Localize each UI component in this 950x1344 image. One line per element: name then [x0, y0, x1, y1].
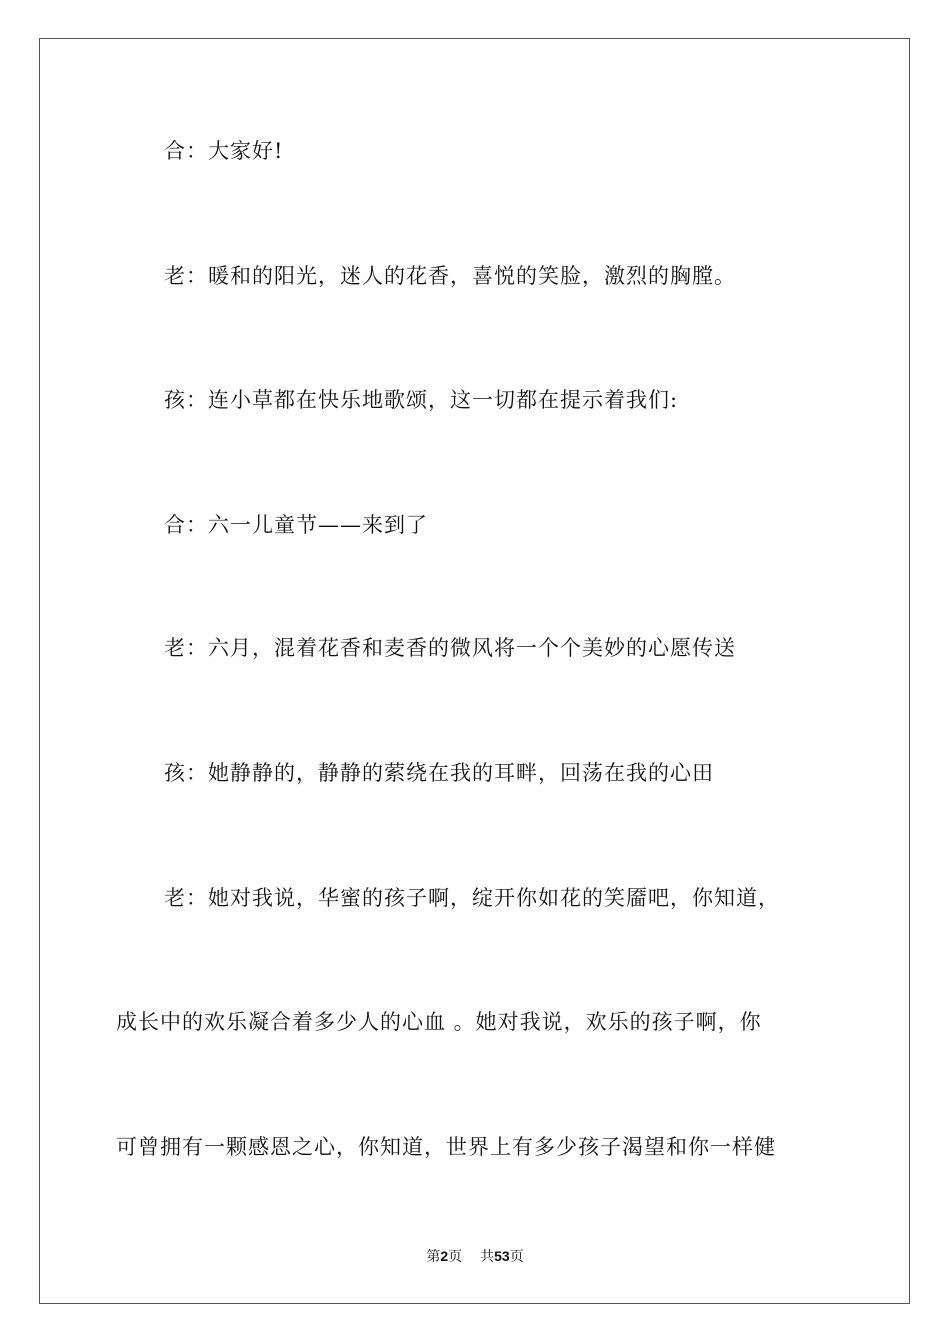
- dialogue-line-7: 老：她对我说，华蜜的孩子啊，绽开你如花的笑靥吧，你知道，: [164, 886, 780, 910]
- dialogue-line-5: 老：六月，混着花香和麦香的微风将一个个美妙的心愿传送: [164, 636, 736, 660]
- total-pages-number: 53: [494, 1248, 510, 1264]
- page-prefix: 第: [426, 1249, 441, 1265]
- page-suffix: 页: [448, 1249, 463, 1265]
- dialogue-line-3: 孩：连小草都在快乐地歌颂，这一切都在提示着我们:: [164, 388, 679, 412]
- dialogue-line-1: 合：大家好!: [164, 139, 284, 163]
- dialogue-line-2: 老：暖和的阳光，迷人的花香，喜悦的笑脸，激烈的胸膛。: [164, 264, 736, 288]
- total-prefix: 共: [480, 1249, 495, 1265]
- paragraph-continuation-1: 成长中的欢乐凝合着多少人的心血 。她对我说，欢乐的孩子啊，你: [116, 1010, 762, 1034]
- dialogue-line-4: 合：六一儿童节——来到了: [164, 513, 428, 537]
- page-current-number: 2: [440, 1248, 449, 1264]
- page-footer: [0, 1246, 950, 1267]
- total-suffix: 页: [509, 1249, 524, 1265]
- page-border: [39, 38, 910, 1304]
- paragraph-continuation-2: 可曾拥有一颗感恩之心，你知道，世界上有多少孩子渴望和你一样健: [116, 1135, 776, 1159]
- dialogue-line-6: 孩：她静静的，静静的萦绕在我的耳畔，回荡在我的心田: [164, 761, 714, 785]
